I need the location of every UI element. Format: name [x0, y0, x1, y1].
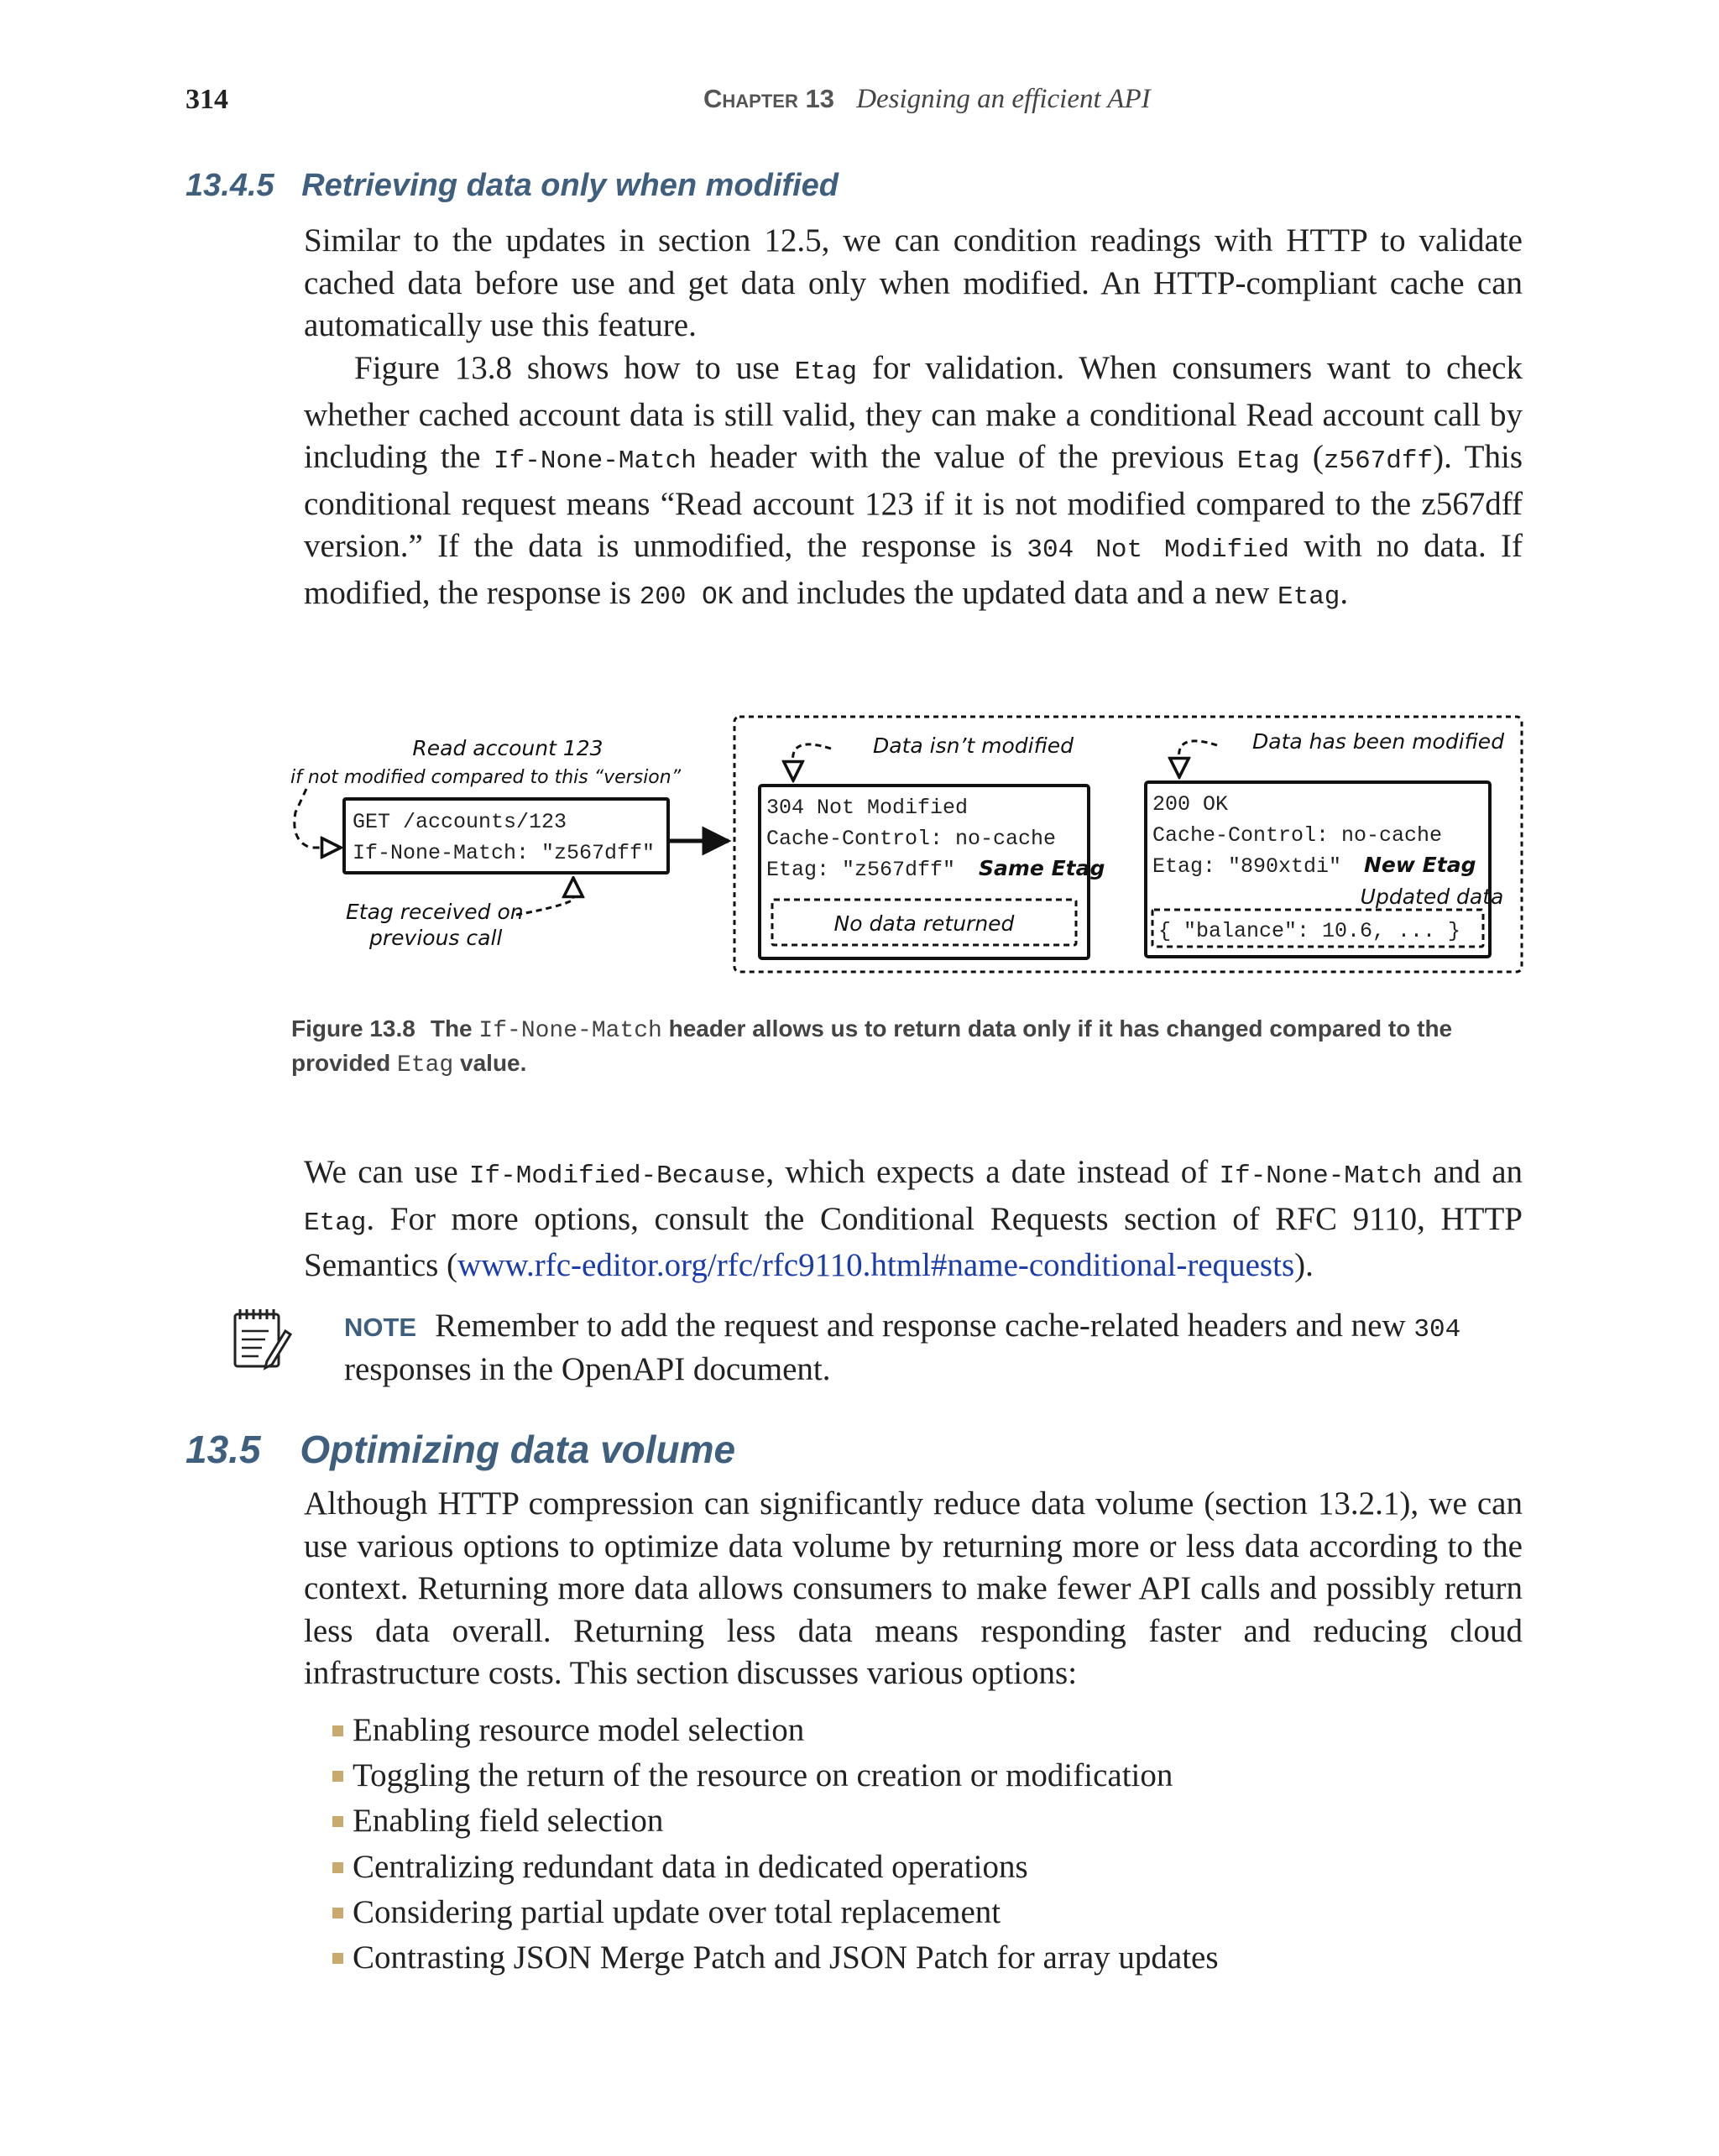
same-etag-note: Same Etag: [979, 856, 1105, 880]
list-item: Considering partial update over total replacement: [353, 1892, 1001, 1934]
caption-code-etag: Etag: [397, 1052, 454, 1078]
response-200-line-1: 200 OK: [1152, 792, 1229, 817]
modified-loop: [1179, 741, 1217, 777]
paragraph-intro: Similar to the updates in section 12.5, we can condition readings with HTTP to validate cached data before use and get data only when modified. An HTTP-compliant cache can automatically use this feature.: [304, 222, 1523, 343]
caption-code-if-none-match: If-None-Match: [478, 1018, 662, 1044]
response-304-line-1: 304 Not Modified: [766, 796, 969, 820]
etag-note-line2: previous call: [369, 926, 503, 950]
list-item: Contrasting JSON Merge Patch and JSON Patch for array updates: [353, 1937, 1219, 1979]
updated-data-label: Updated data: [1360, 885, 1504, 909]
section-title: Optimizing data volume: [300, 1428, 736, 1471]
note-block: NOTE Remember to add the request and response cache-related headers and new 304 responses in the OpenAPI document.: [344, 1308, 1461, 1387]
section-heading-13-4-5: [185, 168, 839, 204]
modified-label: Data has been modified: [1252, 729, 1505, 754]
code-etag: Etag: [1277, 582, 1340, 612]
rfc-link[interactable]: www.rfc-editor.org/rfc/rfc9110.html#name-conditional-requests: [457, 1247, 1295, 1283]
chapter-title: Designing an efficient API: [856, 84, 1151, 114]
list-item: Enabling field selection: [353, 1800, 663, 1842]
code-etag: Etag: [1236, 446, 1300, 476]
new-etag-note: New Etag: [1364, 853, 1476, 877]
etag-note-arrow: [516, 878, 573, 915]
section-title: Retrieving data only when modified: [301, 168, 839, 203]
list-item: Enabling resource model selection: [353, 1710, 804, 1751]
not-modified-loop: [793, 744, 831, 780]
code-304: 304 Not Modified: [1027, 535, 1289, 565]
etag-loop-arrow: [295, 789, 341, 848]
note-label: NOTE: [344, 1313, 417, 1342]
request-line-2: If-None-Match: "z567dff": [353, 841, 656, 865]
code-etag-value: z567dff: [1323, 446, 1434, 476]
notepad-icon: [230, 1306, 292, 1371]
paragraph-etag-validation: Figure 13.8 shows how to use Etag for validation. When consumers want to check whether cached account data is still valid, they can make a conditional Read account call by including the If-None-Match header with the value of the previous Etag (z567dff). This conditional request means “Read account 123 if it is not modified compared to the z567dff version.” If the data is unmodified, the response is 304 Not Modified with no data. If modified, the response is 200 OK and includes the updated data and a new Etag.: [304, 350, 1523, 612]
not-modified-label: Data isn’t modified: [873, 733, 1074, 758]
code-if-modified-because: If-Modified-Because: [468, 1162, 766, 1191]
list-item: Centralizing redundant data in dedicated operations: [353, 1846, 1028, 1888]
request-annotation-line1: Read account 123: [412, 736, 603, 760]
section-heading-13-5: [185, 1427, 735, 1472]
list-item: Toggling the return of the resource on creation or modification: [353, 1755, 1173, 1797]
figure-label: Figure 13.8: [291, 1015, 415, 1041]
paragraph-data-volume: Although HTTP compression can significantly reduce data volume (section 13.2.1), we can use various options to optimize data volume by returning more or less data according to the context. Returning more data allows consumers to make fewer API calls and possibly return less data overall. Returning less data means responding faster and reducing cloud infrastructure costs. This section discusses various options:: [304, 1485, 1523, 1691]
running-header: [703, 84, 1151, 115]
section-number: 13.5: [185, 1428, 261, 1471]
code-if-none-match: If-None-Match: [494, 446, 697, 476]
section-number: 13.4.5: [185, 168, 274, 203]
response-200-line-2: Cache-Control: no-cache: [1152, 823, 1443, 848]
request-line-1: GET /accounts/123: [353, 810, 567, 834]
code-304: 304: [1413, 1315, 1461, 1344]
chapter-label: Chapter 13: [703, 84, 834, 113]
request-annotation-line2: if not modified compared to this “version”: [290, 767, 682, 788]
updated-data-body: { "balance": 10.6, ... }: [1158, 919, 1461, 943]
figure-caption: Figure 13.8 The If-None-Match header allows us to return data only if it has changed compared to the provided Etag value.: [291, 1015, 1453, 1078]
no-data-returned: No data returned: [833, 911, 1015, 936]
etag-note-line1: Etag received on: [346, 900, 524, 924]
page-number: 314: [185, 84, 228, 115]
response-200-line-3: Etag: "890xtdi": [1152, 854, 1342, 879]
response-304-line-2: Cache-Control: no-cache: [766, 827, 1057, 851]
paragraph-more-options: We can use If-Modified-Because, which expects a date instead of If-None-Match and an Etag. For more options, consult the Conditional Requests section of RFC 9110, HTTP Semantics (www.rfc-editor.org/rfc/rfc9110.html#name-conditional-requests).: [304, 1154, 1523, 1283]
code-200: 200 OK: [639, 582, 734, 612]
code-if-none-match: If-None-Match: [1219, 1162, 1423, 1191]
figure-13-8: [285, 705, 1528, 982]
response-304-line-3: Etag: "z567dff": [766, 858, 956, 882]
code-etag: Etag: [794, 358, 858, 387]
code-etag: Etag: [304, 1208, 367, 1238]
